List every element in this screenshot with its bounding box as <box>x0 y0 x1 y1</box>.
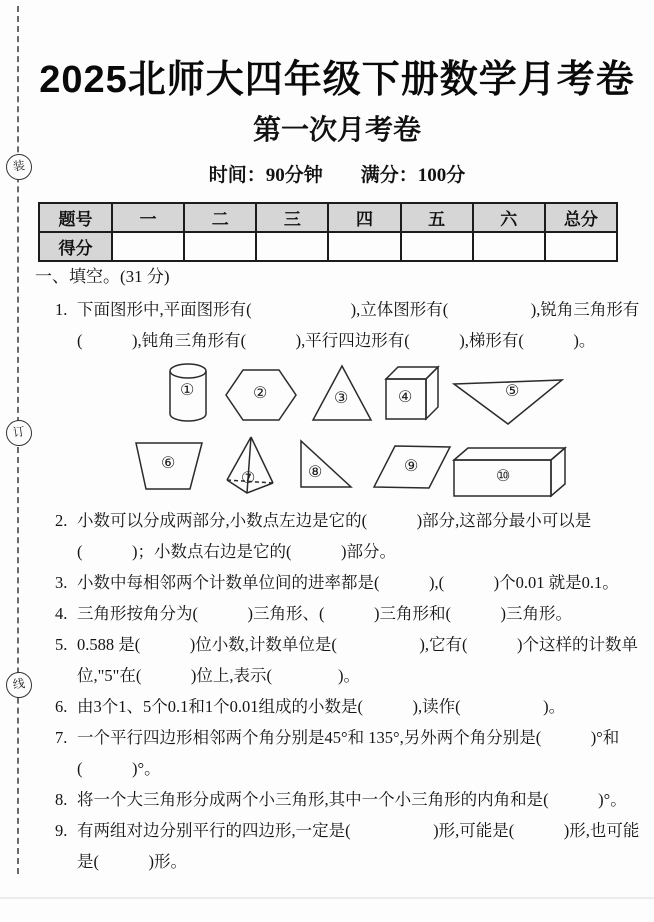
score-cell <box>112 232 184 261</box>
question-text: 三角形按角分为( )三角形、( )三角形和( )三角形。 <box>77 604 572 623</box>
shape-label: ④ <box>398 389 413 406</box>
score-cell <box>184 232 256 261</box>
shape-pyramid <box>224 434 276 496</box>
score-table-score-row <box>39 232 617 261</box>
question-8 <box>35 784 653 815</box>
question-1 <box>35 294 653 356</box>
shape-label: ③ <box>334 390 349 407</box>
shape-label: ② <box>253 385 268 402</box>
shape-trapezoid <box>133 440 205 492</box>
shape-label: ⑤ <box>505 383 520 400</box>
content-column <box>35 264 653 877</box>
score-cell <box>256 232 328 261</box>
shape-acute-triangle <box>310 363 374 423</box>
question-7 <box>35 722 653 784</box>
section-one-heading: 一、填空。(31 分) <box>35 267 170 286</box>
score-cell <box>328 232 400 261</box>
question-2 <box>35 505 653 567</box>
score-row-label: 得分 <box>39 232 112 261</box>
header-section-2: 二 <box>184 203 256 232</box>
shape-label: ⑨ <box>404 458 419 475</box>
header-section-5: 五 <box>401 203 473 232</box>
binding-mark-zhuang: 装 <box>4 152 33 181</box>
shape-obtuse-triangle <box>452 377 564 427</box>
question-text: 小数可以分成两部分,小数点左边是它的( )部分,这部分最小可以是( )；小数点右边是它的( )部分。 <box>77 511 592 561</box>
question-4 <box>35 598 653 629</box>
header-section-6: 六 <box>473 203 545 232</box>
score-table <box>38 202 618 262</box>
question-text: 0.588 是( )位小数,计数单位是( ),它有( )个这样的计数单位,"5"在( )位上,表示( )。 <box>77 635 638 685</box>
question-text: 小数中每相邻两个计数单位间的进率都是( ),( )个0.01 就是0.1。 <box>77 573 619 592</box>
time-limit: 时间：90分钟 <box>208 165 323 186</box>
question-number: 3. <box>55 573 68 592</box>
question-number: 5. <box>55 635 68 654</box>
shape-cube <box>383 364 443 424</box>
shape-label: ⑩ <box>496 468 511 485</box>
question-text: 将一个大三角形分成两个小三角形,其中一个小三角形的内角和是( )°。 <box>77 790 627 809</box>
question-text: 下面图形中,平面图形有( ),立体图形有( ),锐角三角形有( ),钝角三角形有( ),平行四边形有( ),梯形有( )。 <box>77 300 640 350</box>
shape-label: ⑧ <box>308 464 323 481</box>
shape-label: ⑦ <box>241 470 256 487</box>
question-text: 由3个1、5个0.1和1个0.01组成的小数是( ),读作( )。 <box>77 697 566 716</box>
question-number: 1. <box>55 300 68 319</box>
shape-label: ① <box>180 382 195 399</box>
binding-mark-ding: 订 <box>4 418 33 447</box>
question-9 <box>35 815 653 877</box>
question-3 <box>35 567 653 598</box>
score-cell <box>545 232 617 261</box>
question-1-figure <box>35 357 653 501</box>
header-section-1: 一 <box>112 203 184 232</box>
paper-subtitle: 第一次月考卷 <box>252 115 421 146</box>
question-text: 一个平行四边形相邻两个角分别是45°和 135°,另外两个角分别是( )°和( )°。 <box>77 728 620 778</box>
question-number: 8. <box>55 790 68 809</box>
header-total: 总分 <box>545 203 617 232</box>
question-text: 有两组对边分别平行的四边形,一定是( )形,可能是( )形,也可能是( )形。 <box>77 821 640 871</box>
score-cell <box>401 232 473 261</box>
shape-parallelogram <box>372 444 452 490</box>
header-section-4: 四 <box>328 203 400 232</box>
question-number: 4. <box>55 604 68 623</box>
shape-hexagon <box>224 368 298 422</box>
question-number: 9. <box>55 821 68 840</box>
question-number: 2. <box>55 511 68 530</box>
score-cell <box>473 232 545 261</box>
paper-meta <box>30 160 644 187</box>
question-6 <box>35 691 653 722</box>
binding-mark-xian: 线 <box>4 670 33 699</box>
question-number: 6. <box>55 697 68 716</box>
question-number: 7. <box>55 728 68 747</box>
paper-title: 2025北师大四年级下册数学月考卷 <box>39 59 635 101</box>
question-5 <box>35 629 653 691</box>
shape-right-triangle <box>298 438 354 490</box>
header-section-3: 三 <box>256 203 328 232</box>
shape-cuboid <box>452 445 568 499</box>
shape-cylinder <box>168 362 208 424</box>
header-question-no: 题号 <box>39 203 112 232</box>
score-table-header-row <box>39 203 617 232</box>
page-bottom-divider <box>0 897 654 899</box>
shape-label: ⑥ <box>161 455 176 472</box>
full-score: 满分：100分 <box>360 165 466 186</box>
